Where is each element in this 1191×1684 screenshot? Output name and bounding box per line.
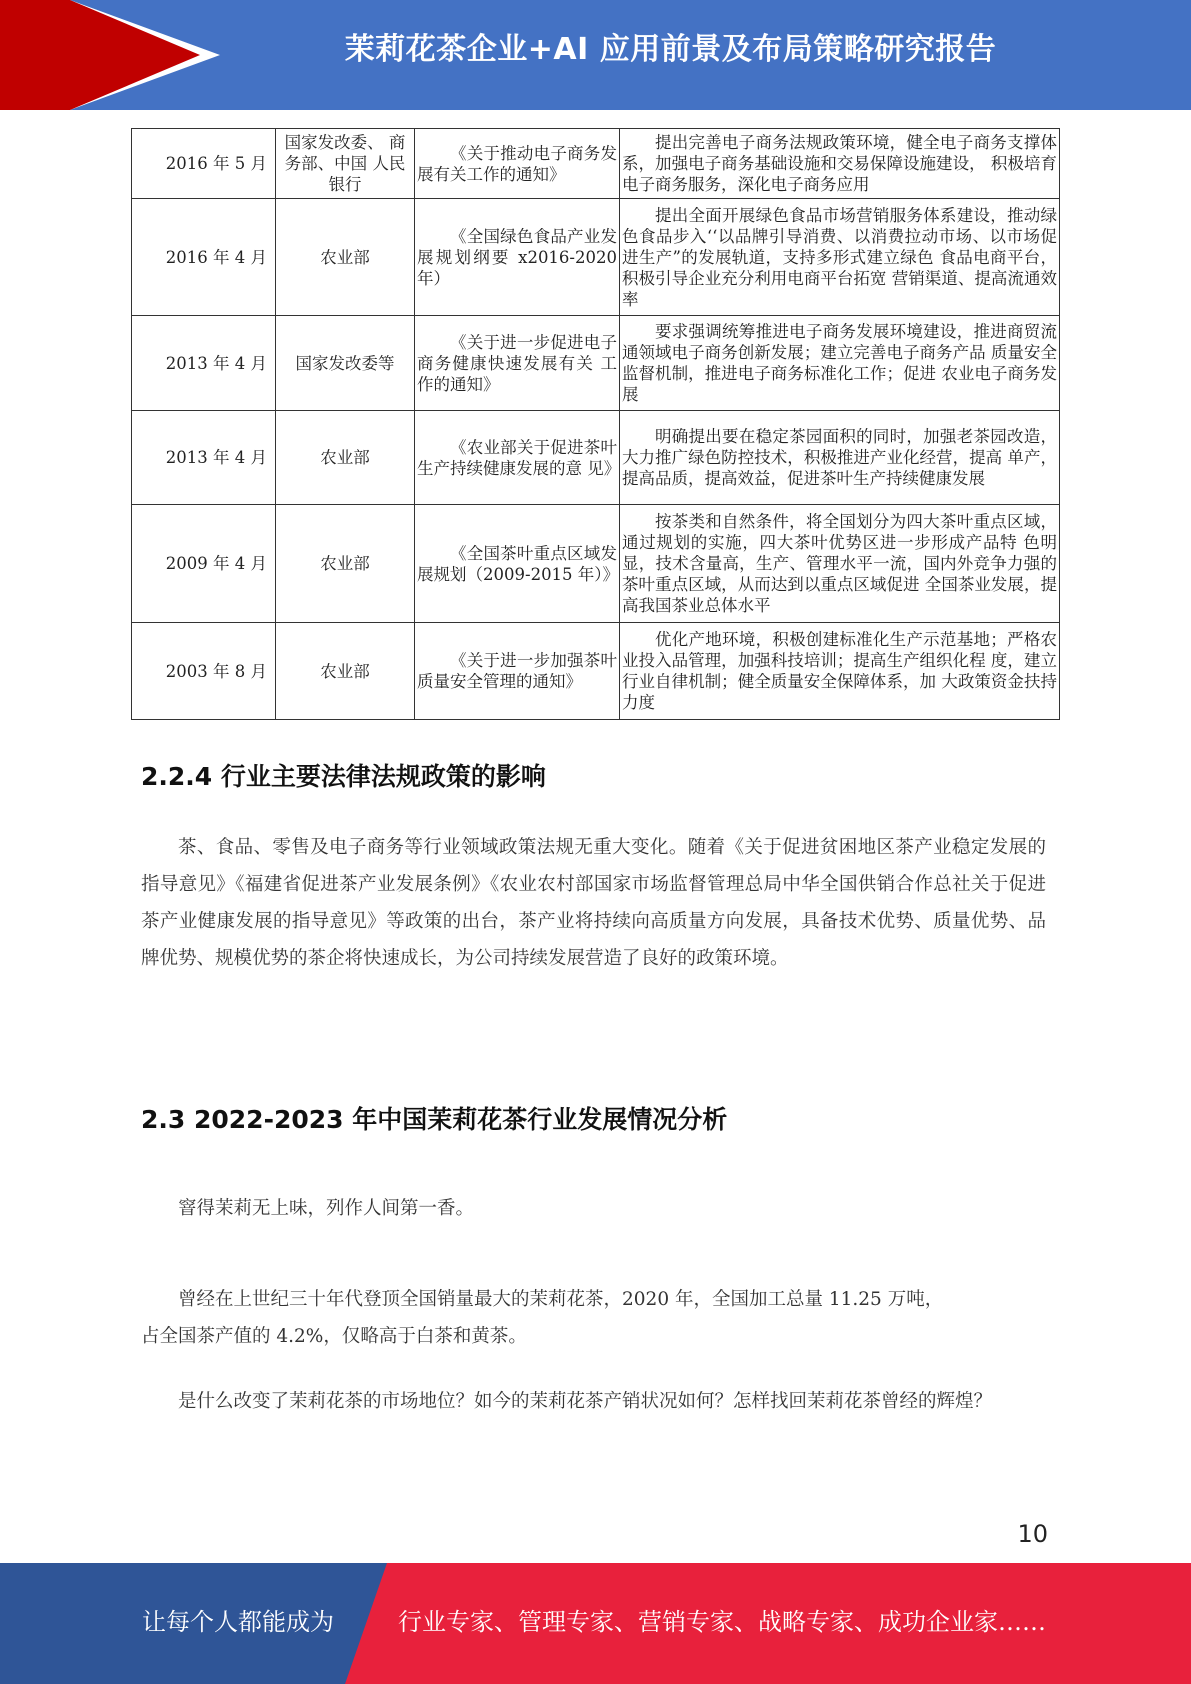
row-doc: 《全国绿色食品产业发 展规划纲要 x2016-2020 年） [415, 199, 620, 316]
row-desc: 提出全面开展绿色食品市场营销服务体系建设，推动绿色食品步入‘‘以品牌引导消费、以消费拉动市场、以市场促进生产”的发展轨道，支持多形式建立绿色 食品电商平台，积极引导企业充分利用电商平台拓宽 营销渠道、提高流通效率 [620, 199, 1060, 316]
table-row [132, 316, 1060, 411]
paragraph-2-line-2: 占全国茶产值的 4.2%，仅略高于白茶和黄茶。 [141, 1326, 527, 1347]
row-date: 2003 年 8 月 [132, 623, 276, 720]
section-23-paragraph-2 [141, 1281, 1046, 1355]
footer-slogan-right: 行业专家、管理专家、营销专家、战略专家、成功企业家…… [398, 1608, 1046, 1636]
footer-slogan-left: 让每个人都能成为 [142, 1608, 334, 1636]
section-23-paragraph-1: 窨得茉莉无上味，列作人间第一香。 [178, 1198, 475, 1219]
row-dept: 农业部 [276, 411, 415, 505]
row-desc: 按茶类和自然条件，将全国划分为四大茶叶重点区域， 通过规划的实施，四大茶叶优势区进一步形成产品特 色明显，技术含量高，生产、管理水平一流，国内外竞争力强的茶叶重点区域，从而达到以重点区域促进 全国茶业发展，提高我国茶业总体水平 [620, 505, 1060, 623]
paragraph-2-line-1: 曾经在上世纪三十年代登顶全国销量最大的茉莉花茶，2020 年，全国加工总量 11.25 万吨， [178, 1289, 944, 1310]
page-footer [0, 1563, 1191, 1684]
row-desc: 优化产地环境，积极创建标准化生产示范基地；严格农业投入品管理，加强科技培训；提高生产组织化程 度，建立行业自律机制；健全质量安全保障体系，加 大政策资金扶持力度 [620, 623, 1060, 720]
section-224-body: 茶、食品、零售及电子商务等行业领域政策法规无重大变化。随着《关于促进贫困地区茶产业稳定发展的指导意见》《福建省促进茶产业发展条例》《农业农村部国家市场监督管理总局中华全国供销合作总社关于促进茶产业健康发展的指导意见》等政策的出台，茶产业将持续向高质量方向发展，具备技术优势、质量优势、品牌优势、规模优势的茶企将快速成长，为公司持续发展营造了良好的政策环境。 [141, 837, 1046, 969]
row-doc: 《农业部关于促进茶叶 生产持续健康发展的意 见》 [415, 411, 620, 505]
footer-blue-slant [345, 1563, 387, 1684]
row-date: 2009 年 4 月 [132, 505, 276, 623]
row-dept: 农业部 [276, 199, 415, 316]
table-row [132, 623, 1060, 720]
row-date: 2016 年 5 月 [132, 129, 276, 199]
row-dept: 国家发改委等 [276, 316, 415, 411]
page-header [0, 0, 1191, 110]
report-title: 茉莉花茶企业+AI 应用前景及布局策略研究报告 [344, 32, 997, 67]
row-doc: 《全国茶叶重点区域发 展规划（2009-2015 年）》 [415, 505, 620, 623]
table-row [132, 505, 1060, 623]
row-date: 2013 年 4 月 [132, 411, 276, 505]
row-doc: 《关于进一步促进电子 商务健康快速发展有关 工作的通知》 [415, 316, 620, 411]
row-dept: 国家发改委、 商务部、中国 人民银行 [276, 129, 415, 199]
row-doc: 《关于进一步加强茶叶 质量安全管理的通知》 [415, 623, 620, 720]
section-heading-224: 2.2.4 行业主要法律法规政策的影响 [141, 762, 546, 791]
row-dept: 农业部 [276, 505, 415, 623]
table-row [132, 129, 1060, 199]
section-heading-23: 2.3 2022-2023 年中国茉莉花茶行业发展情况分析 [141, 1105, 728, 1134]
row-desc: 提出完善电子商务法规政策环境，健全电子商务支撑体系，加强电子商务基础设施和交易保障设施建设， 积极培育电子商务服务，深化电子商务应用 [620, 129, 1060, 199]
row-date: 2016 年 4 月 [132, 199, 276, 316]
page-number: 10 [1017, 1520, 1048, 1548]
table-row [132, 411, 1060, 505]
policy-table [131, 128, 1060, 720]
header-red-block [0, 0, 70, 110]
row-doc: 《关于推动电子商务发 展有关工作的通知》 [415, 129, 620, 199]
row-date: 2013 年 4 月 [132, 316, 276, 411]
row-desc: 明确提出要在稳定茶园面积的同时，加强老茶园改造， 大力推广绿色防控技术，积极推进产业化经营，提高 单产，提高品质，提高效益，促进茶叶生产持续健康发展 [620, 411, 1060, 505]
section-23-paragraph-3: 是什么改变了茉莉花茶的市场地位？如今的茉莉花茶产销状况如何？怎样找回茉莉花茶曾经的辉煌？ [178, 1391, 993, 1412]
table-row [132, 199, 1060, 316]
row-desc: 要求强调统筹推进电子商务发展环境建设，推进商贸流通领域电子商务创新发展；建立完善电子商务产品 质量安全监督机制，推进电子商务标准化工作；促进 农业电子商务发展 [620, 316, 1060, 411]
row-dept: 农业部 [276, 623, 415, 720]
